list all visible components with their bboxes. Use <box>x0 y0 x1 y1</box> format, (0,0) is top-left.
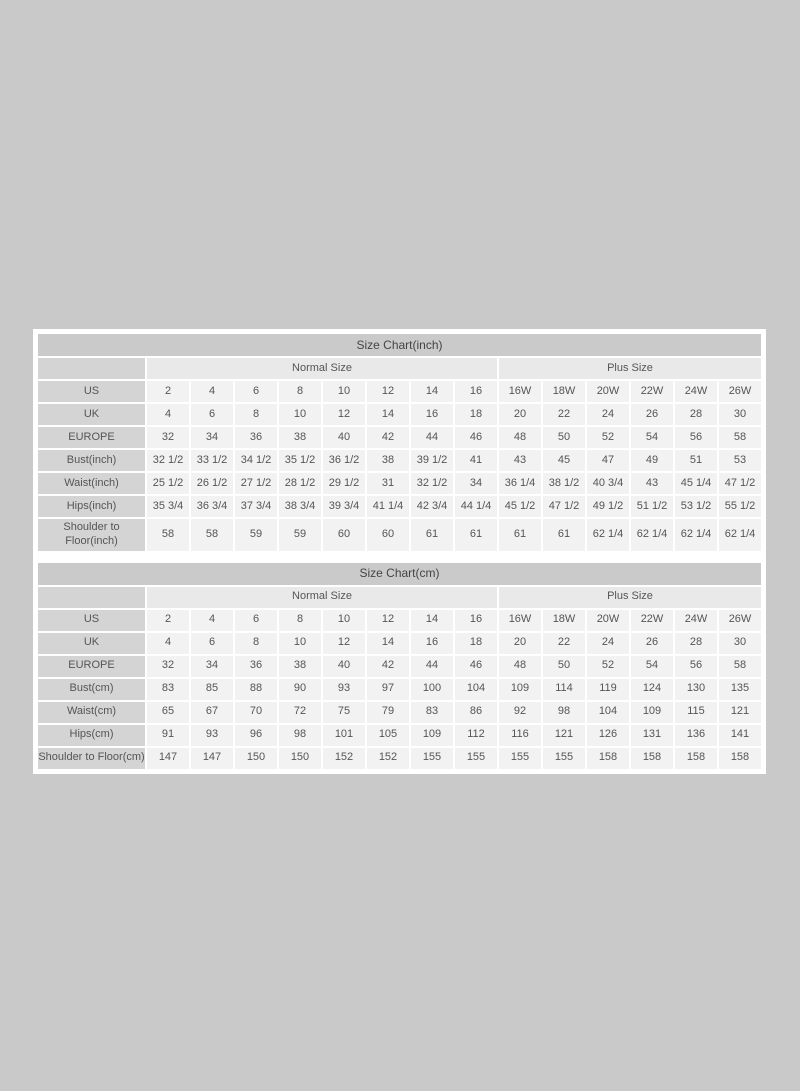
group-header-row <box>38 587 761 608</box>
table-row <box>38 702 761 723</box>
data-cell: 150 <box>279 748 321 769</box>
data-cell: 105 <box>367 725 409 746</box>
size-chart-inch-table <box>36 332 763 553</box>
data-cell: 90 <box>279 679 321 700</box>
group-header-cell: Normal Size <box>147 587 497 608</box>
data-cell: 91 <box>147 725 189 746</box>
data-cell: 38 3/4 <box>279 496 321 517</box>
data-cell: 62 1/4 <box>719 519 761 551</box>
data-cell: 32 1/2 <box>147 450 189 471</box>
data-cell: 85 <box>191 679 233 700</box>
data-cell: 158 <box>631 748 673 769</box>
corner-cell <box>38 587 145 608</box>
data-cell: 30 <box>719 633 761 654</box>
data-cell: 38 1/2 <box>543 473 585 494</box>
data-cell: 114 <box>543 679 585 700</box>
data-cell: 32 1/2 <box>411 473 453 494</box>
table-title: Size Chart(inch) <box>38 334 761 356</box>
row-label-cell: UK <box>38 633 145 654</box>
data-cell: 101 <box>323 725 365 746</box>
row-label-cell: Shoulder to Floor(cm) <box>38 748 145 769</box>
size-chart-cm-table <box>36 561 763 771</box>
table-row <box>38 496 761 517</box>
data-cell: 79 <box>367 702 409 723</box>
table-row <box>38 404 761 425</box>
data-cell: 31 <box>367 473 409 494</box>
data-cell: 16 <box>411 404 453 425</box>
data-cell: 124 <box>631 679 673 700</box>
data-cell: 135 <box>719 679 761 700</box>
data-cell: 70 <box>235 702 277 723</box>
data-cell: 12 <box>367 610 409 631</box>
data-cell: 83 <box>411 702 453 723</box>
data-cell: 12 <box>323 633 365 654</box>
corner-cell <box>38 358 145 379</box>
data-cell: 45 1/2 <box>499 496 541 517</box>
data-cell: 92 <box>499 702 541 723</box>
data-cell: 51 <box>675 450 717 471</box>
table-row <box>38 610 761 631</box>
data-cell: 104 <box>455 679 497 700</box>
row-label-cell: UK <box>38 404 145 425</box>
data-cell: 55 1/2 <box>719 496 761 517</box>
data-cell: 152 <box>367 748 409 769</box>
data-cell: 62 1/4 <box>631 519 673 551</box>
data-cell: 36 1/4 <box>499 473 541 494</box>
data-cell: 98 <box>543 702 585 723</box>
data-cell: 109 <box>411 725 453 746</box>
data-cell: 48 <box>499 656 541 677</box>
data-cell: 4 <box>147 404 189 425</box>
data-cell: 49 1/2 <box>587 496 629 517</box>
data-cell: 42 <box>367 427 409 448</box>
data-cell: 36 1/2 <box>323 450 365 471</box>
size-charts-panel <box>33 329 766 774</box>
data-cell: 14 <box>411 381 453 402</box>
data-cell: 83 <box>147 679 189 700</box>
data-cell: 62 1/4 <box>587 519 629 551</box>
data-cell: 115 <box>675 702 717 723</box>
row-label-cell: Hips(inch) <box>38 496 145 517</box>
group-header-cell: Plus Size <box>499 358 761 379</box>
data-cell: 43 <box>499 450 541 471</box>
data-cell: 18W <box>543 381 585 402</box>
data-cell: 49 <box>631 450 673 471</box>
data-cell: 14 <box>411 610 453 631</box>
data-cell: 58 <box>719 427 761 448</box>
data-cell: 41 <box>455 450 497 471</box>
data-cell: 61 <box>499 519 541 551</box>
data-cell: 32 <box>147 427 189 448</box>
data-cell: 34 1/2 <box>235 450 277 471</box>
data-cell: 42 <box>367 656 409 677</box>
data-cell: 47 1/2 <box>543 496 585 517</box>
data-cell: 152 <box>323 748 365 769</box>
data-cell: 158 <box>587 748 629 769</box>
data-cell: 116 <box>499 725 541 746</box>
data-cell: 51 1/2 <box>631 496 673 517</box>
data-cell: 10 <box>323 381 365 402</box>
data-cell: 6 <box>191 404 233 425</box>
data-cell: 59 <box>235 519 277 551</box>
data-cell: 150 <box>235 748 277 769</box>
data-cell: 67 <box>191 702 233 723</box>
data-cell: 27 1/2 <box>235 473 277 494</box>
data-cell: 10 <box>323 610 365 631</box>
data-cell: 34 <box>191 656 233 677</box>
table-row <box>38 427 761 448</box>
data-cell: 147 <box>147 748 189 769</box>
data-cell: 10 <box>279 404 321 425</box>
data-cell: 75 <box>323 702 365 723</box>
data-cell: 40 3/4 <box>587 473 629 494</box>
data-cell: 96 <box>235 725 277 746</box>
data-cell: 45 <box>543 450 585 471</box>
data-cell: 26 1/2 <box>191 473 233 494</box>
data-cell: 109 <box>631 702 673 723</box>
data-cell: 33 1/2 <box>191 450 233 471</box>
row-label-cell: Hips(cm) <box>38 725 145 746</box>
table-row <box>38 473 761 494</box>
data-cell: 22 <box>543 404 585 425</box>
data-cell: 36 3/4 <box>191 496 233 517</box>
data-cell: 61 <box>411 519 453 551</box>
data-cell: 60 <box>323 519 365 551</box>
data-cell: 14 <box>367 404 409 425</box>
data-cell: 10 <box>279 633 321 654</box>
data-cell: 155 <box>455 748 497 769</box>
data-cell: 37 3/4 <box>235 496 277 517</box>
data-cell: 28 1/2 <box>279 473 321 494</box>
table-row <box>38 381 761 402</box>
data-cell: 26 <box>631 633 673 654</box>
table-row <box>38 725 761 746</box>
data-cell: 34 <box>191 427 233 448</box>
data-cell: 28 <box>675 633 717 654</box>
data-cell: 8 <box>279 610 321 631</box>
data-cell: 25 1/2 <box>147 473 189 494</box>
group-header-row <box>38 358 761 379</box>
data-cell: 104 <box>587 702 629 723</box>
data-cell: 38 <box>279 656 321 677</box>
data-cell: 20 <box>499 633 541 654</box>
data-cell: 43 <box>631 473 673 494</box>
data-cell: 42 3/4 <box>411 496 453 517</box>
data-cell: 20 <box>499 404 541 425</box>
data-cell: 62 1/4 <box>675 519 717 551</box>
table-row <box>38 519 761 551</box>
data-cell: 4 <box>191 381 233 402</box>
table-row <box>38 679 761 700</box>
data-cell: 36 <box>235 656 277 677</box>
data-cell: 44 <box>411 656 453 677</box>
table-row <box>38 748 761 769</box>
table-row <box>38 450 761 471</box>
data-cell: 24 <box>587 404 629 425</box>
data-cell: 12 <box>323 404 365 425</box>
data-cell: 39 3/4 <box>323 496 365 517</box>
data-cell: 20W <box>587 610 629 631</box>
data-cell: 14 <box>367 633 409 654</box>
data-cell: 93 <box>323 679 365 700</box>
data-cell: 28 <box>675 404 717 425</box>
data-cell: 155 <box>499 748 541 769</box>
data-cell: 36 <box>235 427 277 448</box>
data-cell: 2 <box>147 381 189 402</box>
data-cell: 26W <box>719 381 761 402</box>
data-cell: 2 <box>147 610 189 631</box>
data-cell: 52 <box>587 656 629 677</box>
data-cell: 6 <box>235 381 277 402</box>
data-cell: 32 <box>147 656 189 677</box>
data-cell: 26 <box>631 404 673 425</box>
data-cell: 158 <box>675 748 717 769</box>
data-cell: 6 <box>235 610 277 631</box>
data-cell: 24 <box>587 633 629 654</box>
data-cell: 46 <box>455 656 497 677</box>
data-cell: 38 <box>367 450 409 471</box>
data-cell: 72 <box>279 702 321 723</box>
table-title-row <box>38 334 761 356</box>
row-label-cell: Bust(cm) <box>38 679 145 700</box>
data-cell: 18 <box>455 404 497 425</box>
data-cell: 41 1/4 <box>367 496 409 517</box>
data-cell: 35 3/4 <box>147 496 189 517</box>
data-cell: 59 <box>279 519 321 551</box>
data-cell: 141 <box>719 725 761 746</box>
data-cell: 4 <box>191 610 233 631</box>
data-cell: 34 <box>455 473 497 494</box>
data-cell: 12 <box>367 381 409 402</box>
data-cell: 8 <box>279 381 321 402</box>
data-cell: 53 1/2 <box>675 496 717 517</box>
table-title: Size Chart(cm) <box>38 563 761 585</box>
data-cell: 8 <box>235 633 277 654</box>
data-cell: 131 <box>631 725 673 746</box>
data-cell: 47 <box>587 450 629 471</box>
data-cell: 126 <box>587 725 629 746</box>
data-cell: 26W <box>719 610 761 631</box>
data-cell: 98 <box>279 725 321 746</box>
data-cell: 155 <box>411 748 453 769</box>
data-cell: 39 1/2 <box>411 450 453 471</box>
table-row <box>38 633 761 654</box>
data-cell: 16W <box>499 610 541 631</box>
data-cell: 48 <box>499 427 541 448</box>
data-cell: 65 <box>147 702 189 723</box>
data-cell: 119 <box>587 679 629 700</box>
data-cell: 147 <box>191 748 233 769</box>
data-cell: 44 <box>411 427 453 448</box>
data-cell: 50 <box>543 427 585 448</box>
data-cell: 18W <box>543 610 585 631</box>
data-cell: 155 <box>543 748 585 769</box>
data-cell: 88 <box>235 679 277 700</box>
group-header-cell: Normal Size <box>147 358 497 379</box>
data-cell: 54 <box>631 656 673 677</box>
table-title-row <box>38 563 761 585</box>
data-cell: 112 <box>455 725 497 746</box>
data-cell: 93 <box>191 725 233 746</box>
data-cell: 61 <box>543 519 585 551</box>
data-cell: 158 <box>719 748 761 769</box>
data-cell: 121 <box>543 725 585 746</box>
data-cell: 61 <box>455 519 497 551</box>
row-label-cell: EUROPE <box>38 656 145 677</box>
data-cell: 20W <box>587 381 629 402</box>
data-cell: 60 <box>367 519 409 551</box>
row-label-cell: Shoulder to Floor(inch) <box>38 519 145 551</box>
data-cell: 56 <box>675 427 717 448</box>
data-cell: 53 <box>719 450 761 471</box>
data-cell: 52 <box>587 427 629 448</box>
data-cell: 22W <box>631 610 673 631</box>
data-cell: 97 <box>367 679 409 700</box>
data-cell: 22W <box>631 381 673 402</box>
data-cell: 100 <box>411 679 453 700</box>
data-cell: 24W <box>675 610 717 631</box>
data-cell: 58 <box>719 656 761 677</box>
row-label-cell: Bust(inch) <box>38 450 145 471</box>
data-cell: 58 <box>147 519 189 551</box>
data-cell: 38 <box>279 427 321 448</box>
data-cell: 8 <box>235 404 277 425</box>
data-cell: 16 <box>455 381 497 402</box>
data-cell: 16 <box>411 633 453 654</box>
data-cell: 22 <box>543 633 585 654</box>
data-cell: 54 <box>631 427 673 448</box>
data-cell: 16 <box>455 610 497 631</box>
data-cell: 50 <box>543 656 585 677</box>
data-cell: 46 <box>455 427 497 448</box>
row-label-cell: US <box>38 381 145 402</box>
data-cell: 47 1/2 <box>719 473 761 494</box>
table-row <box>38 656 761 677</box>
row-label-cell: Waist(cm) <box>38 702 145 723</box>
data-cell: 56 <box>675 656 717 677</box>
data-cell: 58 <box>191 519 233 551</box>
data-cell: 121 <box>719 702 761 723</box>
data-cell: 40 <box>323 427 365 448</box>
data-cell: 18 <box>455 633 497 654</box>
data-cell: 109 <box>499 679 541 700</box>
data-cell: 45 1/4 <box>675 473 717 494</box>
data-cell: 4 <box>147 633 189 654</box>
data-cell: 29 1/2 <box>323 473 365 494</box>
row-label-cell: US <box>38 610 145 631</box>
data-cell: 40 <box>323 656 365 677</box>
data-cell: 136 <box>675 725 717 746</box>
data-cell: 86 <box>455 702 497 723</box>
data-cell: 35 1/2 <box>279 450 321 471</box>
row-label-cell: EUROPE <box>38 427 145 448</box>
row-label-cell: Waist(inch) <box>38 473 145 494</box>
data-cell: 130 <box>675 679 717 700</box>
data-cell: 30 <box>719 404 761 425</box>
data-cell: 16W <box>499 381 541 402</box>
data-cell: 6 <box>191 633 233 654</box>
data-cell: 44 1/4 <box>455 496 497 517</box>
data-cell: 24W <box>675 381 717 402</box>
group-header-cell: Plus Size <box>499 587 761 608</box>
